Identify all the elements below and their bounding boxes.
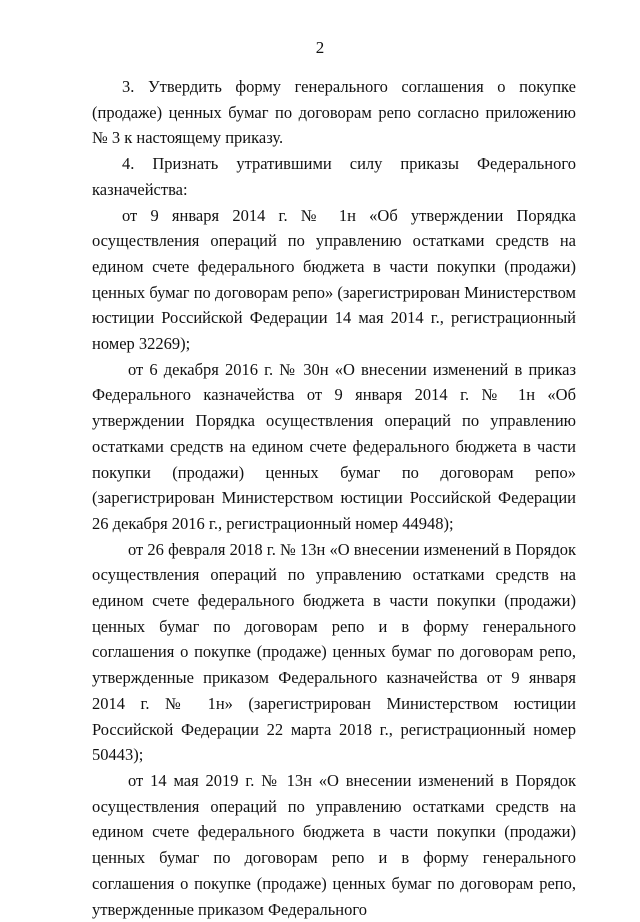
document-body [92,74,576,922]
paragraph-item-3: 3. Утвердить форму генерального соглашения о покупке (продаже) ценных бумаг по договорам репо согласно приложению № 3 к настоящему приказу. [92,77,576,148]
paragraph-item-4: 4. Признать утратившими силу приказы Федерального казначейства: [92,154,576,199]
repealed-order-2018: от 26 февраля 2018 г. № 13н «О внесении изменений в Порядок осуществления операций по управлению остатками средств на едином счете федерального бюджета в части покупки (продажи) ценных бумаг по договорам репо и в форму генерального соглашения о покупке (продаже) ценных бумаг по договорам репо, утвержденные приказом Федерального казначейства от 9 января 2014 г. № 1н» (зарегистрирован Министерством юстиции Российской Федерации 22 марта 2018 г., регистрационный номер 50443); [92,539,576,765]
repealed-order-2019: от 14 мая 2019 г. № 13н «О внесении изменений в Порядок осуществления операций по управлению остатками средств на едином счете федерального бюджета в части покупки (продажи) ценных бумаг по договорам репо и в форму генерального соглашения о покупке (продаже) ценных бумаг по договорам репо, утвержденные приказом Федерального [92,770,576,919]
repealed-order-2016: от 6 декабря 2016 г. № 30н «О внесении изменений в приказ Федерального казначейства от 9 января 2014 г. № 1н «Об утверждении Порядка осуществления операций по управлению остатками средств на едином счете федерального бюджета в части покупки (продажи) ценных бумаг по договорам репо» (зарегистрирован Министерством юстиции Российской Федерации 26 декабря 2016 г., регистрационный номер 44948); [92,359,576,533]
repealed-order-2014: от 9 января 2014 г. № 1н «Об утверждении Порядка осуществления операций по управлению остатками средств на едином счете федерального бюджета в части покупки (продажи) ценных бумаг по договорам репо» (зарегистрирован Министерством юстиции Российской Федерации 14 мая 2014 г., регистрационный номер 32269); [92,205,576,354]
page-number: 2 [315,38,325,57]
